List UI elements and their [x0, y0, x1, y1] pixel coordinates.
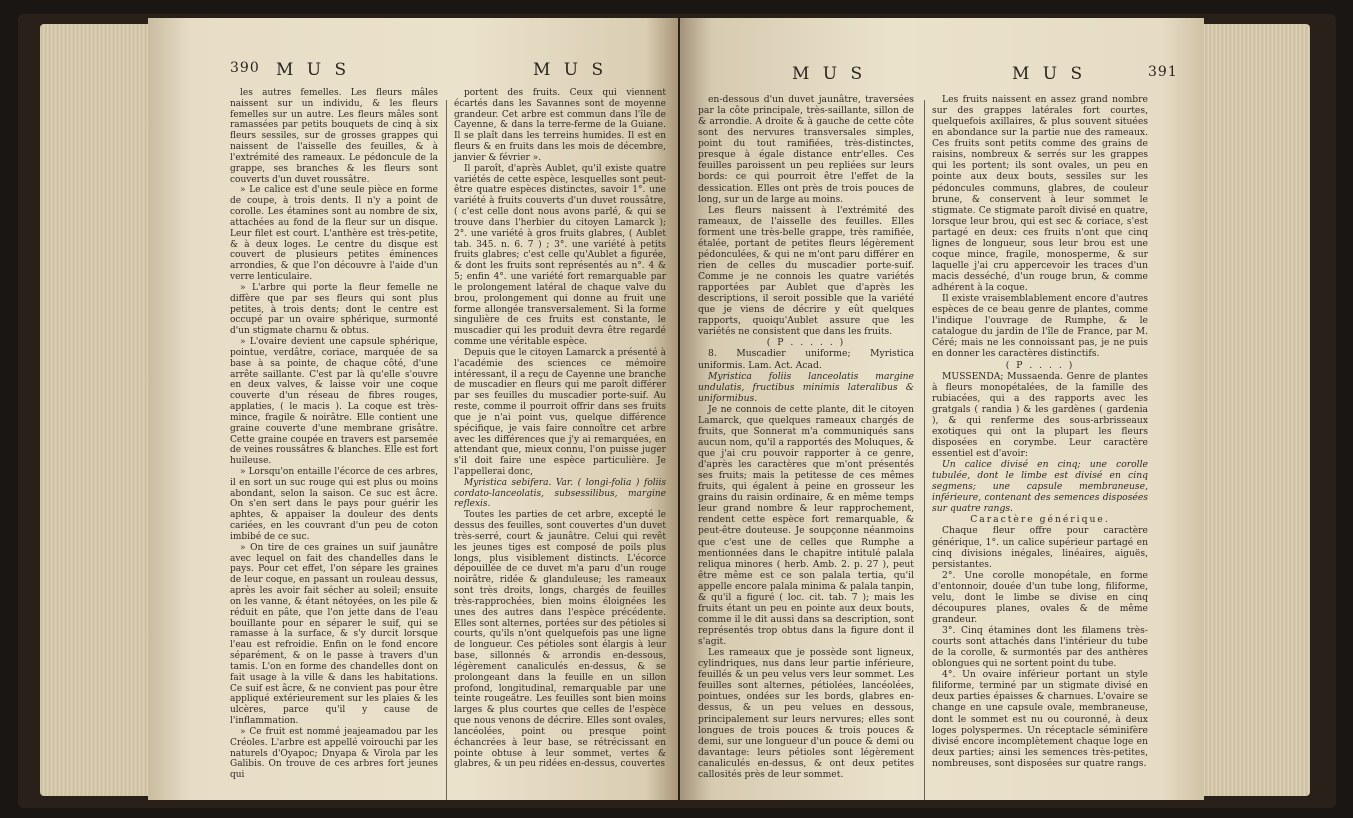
running-header-right-2: M U S — [1012, 64, 1087, 84]
page-number-right: 391 — [1148, 64, 1178, 80]
paragraph: Caractère générique. — [970, 514, 1110, 526]
column-divider-right — [924, 100, 925, 800]
running-header-left: M U S — [276, 60, 351, 80]
paragraph: » L'ovaire devient une capsule sphérique, pointue, verdâtre, coriace, marquée de sa base à sa pointe, de chaque côté, d'une arrête saillante. C'est par là qu'elle s'ouvre en deux valves, & laisse voir une coque couverte d'un réseau de fibres rouges, applaties, ( le macis ). La coque est très-mince, fragile & noirâtre. Elle contient une graine couverte d'une membrane grisâtre. Cette graine coupée en travers est parsemée de veines roussâtres & blanches. Elle est fort huileuse. — [230, 337, 438, 467]
paragraph: MUSSENDA; Mussaenda. Genre de plantes à fleurs monopétalées, de la famille des rubiacées, qui a des rapports avec les gratgals ( randia ) & les gardènes ( gardenia ), & qui renferme des sous-arbrisseaux exotiques qui ont la plupart les fleurs disposées en corymbe. Leur caractère essentiel est d'avoir: — [932, 370, 1148, 459]
paragraph: » L'arbre qui porte la fleur femelle ne diffère que par ses fleurs qui sont plus petites, à trois dents; dont le centre est occupé par un ovaire sphérique, surmonté d'un stigmate charnu & obtus. — [230, 282, 438, 337]
paragraph: portent des fruits. Ceux qui viennent écartés dans les Savannes sont de moyenne grandeur. Cet arbre est commun dans l'île de Cayenne, & dans la terre-ferme de la Guiane. Il se plaît dans les terreins humides. Il est en fleurs & en fruits dans les mois de décembre, janvier & février ». — [454, 88, 666, 163]
paragraph: Chaque fleur offre pour caractère générique, 1°. un calice supérieur partagé en cinq divisions inégales, linéaires, aiguës, persistantes. — [932, 525, 1148, 570]
paragraph: Toutes les parties de cet arbre, excepté le dessus des feuilles, sont couvertes d'un duvet très-serré, court & jaunâtre. Celui qui revêt les jeunes tiges est composé de poils plus longs, plus visiblement distincts. L'écorce dépouillée de ce duvet m'a paru d'un rouge noirâtre, ridée & glanduleuse; les rameaux sont très droits, longs, chargés de feuilles très-rapprochées, bien moins éloignées les unes des autres dans l'espèce précédente. Elles sont alternes, portées sur des pétioles si courts, qu'ils n'ont quelquefois pas une ligne de longueur. Ces pétioles sont élargis à leur base, sillonnés & arrondis en-dessous, légèrement canaliculés en-dessus, & se prolongeant dans la feuille en un sillon profond, longitudinal, remarquable par une teinte rougeâtre. Les feuilles sont bien moins larges & plus courtes que celles de l'espèce que nous venons de décrire. Elles sont ovales, lancéolées, point ou presque point échancrées à leur base, se rétrécissant en pointe obtuse à leur sommet, vertes & glabres, & un peu ridées en-dessus, couvertes — [454, 510, 666, 770]
paragraph: » Lorsqu'on entaille l'écorce de ces arbres, il en sort un suc rouge qui est plus ou moins abondant, selon la saison. Ce suc est âcre. On s'en sert dans le pays pour guérir les aphtes, & appaiser la douleur des dents cariées, en les couvrant d'un peu de coton imbibé de ce suc. — [230, 466, 438, 542]
page-number-left: 390 — [230, 60, 260, 76]
right-column-2 — [932, 94, 1148, 769]
left-page — [148, 18, 678, 800]
paragraph: Les rameaux que je possède sont ligneux, cylindriques, nus dans leur partie inférieure, feuillés & un peu velus vers leur sommet. Les feuilles sont alternes, pétiolées, lancéolées, pointues, ondées sur les bords, glabres en-dessus, & un peu velues en dessous, principalement sur leurs nervures; elles sont longues de trois pouces & trois pouces & demi, sur une longueur d'un pouce & demi ou davantage: leurs pétioles sont légèrement canaliculés en-dessus, & ont deux petites callosités près de leur sommet. — [698, 647, 914, 780]
paragraph: Il paroît, d'après Aublet, qu'il existe quatre variétés de cette espèce, lesquelles sont peut-être quatre espèces distinctes, savoir 1°. une variété à fruits couverts d'un duvet roussâtre, ( c'est celle dont nous avons parlé, & qui se trouve dans l'herbier du citoyen Lamarck ); 2°. une variété à gros fruits glabres, ( Aublet tab. 345. n. 6. 7 ) ; 3°. une variété à petits fruits glabres; c'est celle qu'Aublet a figurée, & dont les fruits sont représentés au n°. 4 & 5; enfin 4°. une variété fort remarquable par le prolongement latéral de chaque valve du brou, prolongement qui donne au fruit une forme allongée transversalement. Si la forme singulière de ces fruits est constante, le muscadier qui les produit devra être regardé comme une véritable espèce. — [454, 163, 666, 348]
paragraph: ( P . . . . ) — [1005, 359, 1075, 371]
paragraph: 2°. Une corolle monopétale, en forme d'entonnoir, douée d'un tube long, filiforme, velu, dont le limbe se divise en cinq découpures planes, ovales & de même grandeur. — [932, 569, 1148, 625]
paragraph: en-dessous d'un duvet jaunâtre, traversées par la côte principale, très-saillante, sillon de & arrondie. A droite & à gauche de cette côte sont des nervures transversales simples, point du tout ramifiées, très-distinctes, presque à égale distance entr'elles. Ces feuilles paroissent un peu repliées sur leurs bords: ce qui pourroit être l'effet de la dessication. Elles ont près de trois pouces de long, sur un de large au moins. — [698, 94, 914, 205]
paragraph: Je ne connois de cette plante, dit le citoyen Lamarck, que quelques rameaux chargés de fruits, que Sonnerat m'a communiqués sans aucun nom, qu'il a rapportés des Moluques, & que j'ai cru pouvoir rapporter à ce genre, d'après les caractères que m'ont présentés ses fruits; mais la petitesse de ces mêmes fruits, qui égalent à peine en grosseur les grains du raisin ordinaire, & en même temps leur grand nombre & leur rapprochement, rendent cette espèce fort remarquable, & peut-être douteuse. Je soupçonne néanmoins que c'est une de celles que Rumphe a mentionnées dans le chapitre intitulé palala reliqua minores ( herb. Amb. 2. p. 27 ), peut être même est ce son palala tertia, qu'il appelle encore palala minima & palala tanpin, & qu'il a figuré ( loc. cit. tab. 7 ); mais les fruits étant un peu en pointe aux deux bouts, comme il le dit aussi dans sa description, sont représentés trop obtus dans la figure dont il s'agit. — [698, 403, 914, 648]
paragraph: Myristica foliis lanceolatis margine undulatis, fructibus minimis lateralibus & uniformibus. — [698, 370, 914, 404]
paragraph: les autres femelles. Les fleurs mâles naissent sur un individu, & les fleurs femelles sur un autre. Les fleurs mâles sont ramassées par petits bouquets de cinq à six fleurs sessiles, sur de grosses grappes qui naissent de l'aisselle des feuilles, & à l'extrémité des rameaux. Le pédoncule de la grappe, ses branches & les fleurs sont couverts d'un duvet roussâtre. — [230, 88, 438, 185]
paragraph: 8. Muscadier uniforme; Myristica uniformis. Lam. Act. Acad. — [698, 348, 914, 371]
paragraph: ( P . . . . . ) — [766, 337, 846, 349]
paragraph: » Le calice est d'une seule pièce en forme de coupe, à trois dents. Il n'y a point de corolle. Les étamines sont au nombre de six, attachées au fond de la fleur sur un disque. Leur filet est court. L'anthère est très-petite, & à deux loges. Le centre du disque est couvert de plusieurs petites éminences arrondies, & que l'on découvre à l'aide d'un verre lenticulaire. — [230, 185, 438, 283]
paragraph: 4°. Un ovaire inférieur portant un style filiforme, terminé par un stigmate divisé en deux parties épaisses & charnues. L'ovaire se change en une capsule ovale, membraneuse, dont le sommet est nu ou couronné, à deux loges polyspermes. Un réceptacle séminifère divisé encore incomplètement chaque loge en deux parties; ainsi les semences très-petites, nombreuses, sont disposées sur quatre rangs. — [932, 669, 1148, 769]
paragraph: 3°. Cinq étamines dont les filamens très-courts sont attachés dans l'intérieur du tube de la corolle, & surmontés par des anthères oblongues qui ne sortent point du tube. — [932, 625, 1148, 670]
paragraph: Les fruits naissent en assez grand nombre sur des grappes latérales fort courtes, quelquefois axillaires, & plus souvent situées en abondance sur la partie nue des rameaux. Ces fruits sont petits comme des grains de raisins, nombreux & serrés sur les grappes qui les portent; ils sont ovales, un peu en pointe aux deux bouts, sessiles sur les pédoncules communs, glabres, de couleur brune, & conservent à leur sommet le stigmate. Ce stigmate paroît divisé en quatre, lorsque leur brou, qui est sec & coriace, s'est partagé en deux: ces fruits n'ont que cinq lignes de longueur, sous leur brou est une coque mince, fragile, monosperme, & sur laquelle j'ai cru appercevoir les traces d'un macis desséché, d'un rouge brun, & comme adhérent à la coque. — [932, 94, 1148, 294]
paragraph: » Ce fruit est nommé jeajeamadou par les Créoles. L'arbre est appellé voirouchi par les naturels d'Oyapoc; Dnyapa & Virola par les Galibis. On trouve de ces arbres fort jeunes qui — [230, 726, 438, 781]
paragraph: Depuis que le citoyen Lamarck a présenté à l'académie des sciences ce mémoire intéressant, il a reçu de Cayenne une branche de muscadier en fleurs qui me paroît différer par ses feuilles du muscadier porte-suif. Au reste, comme il pourroit offrir dans ses fruits que je n'ai point vus, quelque différence spécifique, je vais faire connoître cet arbre avec les différences que j'y ai remarquées, en attendant que, mieux connu, l'on puisse juger s'il doit faire une espèce particulière. Je l'appellerai donc, — [454, 347, 666, 477]
right-page-edges — [1200, 24, 1310, 796]
paragraph: Myristica sebifera. Var. ( longi-folia ) foliis cordato-lanceolatis, subsessilibus, margine reflexis. — [454, 477, 666, 510]
paragraph: Un calice divisé en cinq; une corolle tubulée, dont le limbe est divisé en cinq segmens; une capsule membraneuse, inférieure, contenant des semences disposées sur quatre rangs. — [932, 459, 1148, 515]
left-page-edges — [40, 24, 150, 796]
left-column-1 — [230, 88, 438, 781]
paragraph: » On tire de ces graines un suif jaunâtre avec lequel on fait des chandelles dans le pays. Pour cet effet, l'on sépare les graines de leur coque, en passant un rouleau dessus, après les avoir fait sécher au soleil; ensuite on les vanne, & étant nétoyées, on les pile & réduit en pâte, que l'on jette dans de l'eau bouillante pour en séparer le suif, qui se ramasse à la surface, & s'y durcit lorsque l'eau est refroidie. Enfin on le fond encore séparément, & on le passe à travers d'un tamis. L'on en forme des chandelles dont on fait usage à la ville & dans les habitations. Ce suif est âcre, & ne convient pas pour être appliqué extérieurement sur les plaies & les ulcères, parce qu'il y cause de l'inflammation. — [230, 542, 438, 727]
right-column-1 — [698, 94, 914, 780]
running-header-left-2: M U S — [533, 60, 608, 80]
column-divider-left — [446, 100, 447, 800]
paragraph: Il existe vraisemblablement encore d'autres espèces de ce beau genre de plantes, comme l'indique l'ouvrage de Rumphe, & le catalogue du jardin de l'île de France, par M. Céré; mais ne les connoissant pas, je ne puis en donner les caractères distinctifs. — [932, 293, 1148, 360]
paragraph: Les fleurs naissent à l'extrémité des rameaux, de l'aisselle des feuilles. Elles forment une très-belle grappe, très ramifiée, étalée, portant de petites fleurs légèrement pédonculées, & qui ne m'ont paru différer en rien de celles du muscadier porte-suif. Comme je ne connois les quatre variétés rapportées par Aublet que d'après les descriptions, il seroit possible que la variété que je viens de décrire y eût quelques rapports, quoiqu'Aublet assure que les variétés ne consistent que dans les fruits. — [698, 204, 914, 338]
right-page — [680, 18, 1204, 800]
running-header-right: M U S — [792, 64, 867, 84]
left-column-2 — [454, 88, 666, 770]
